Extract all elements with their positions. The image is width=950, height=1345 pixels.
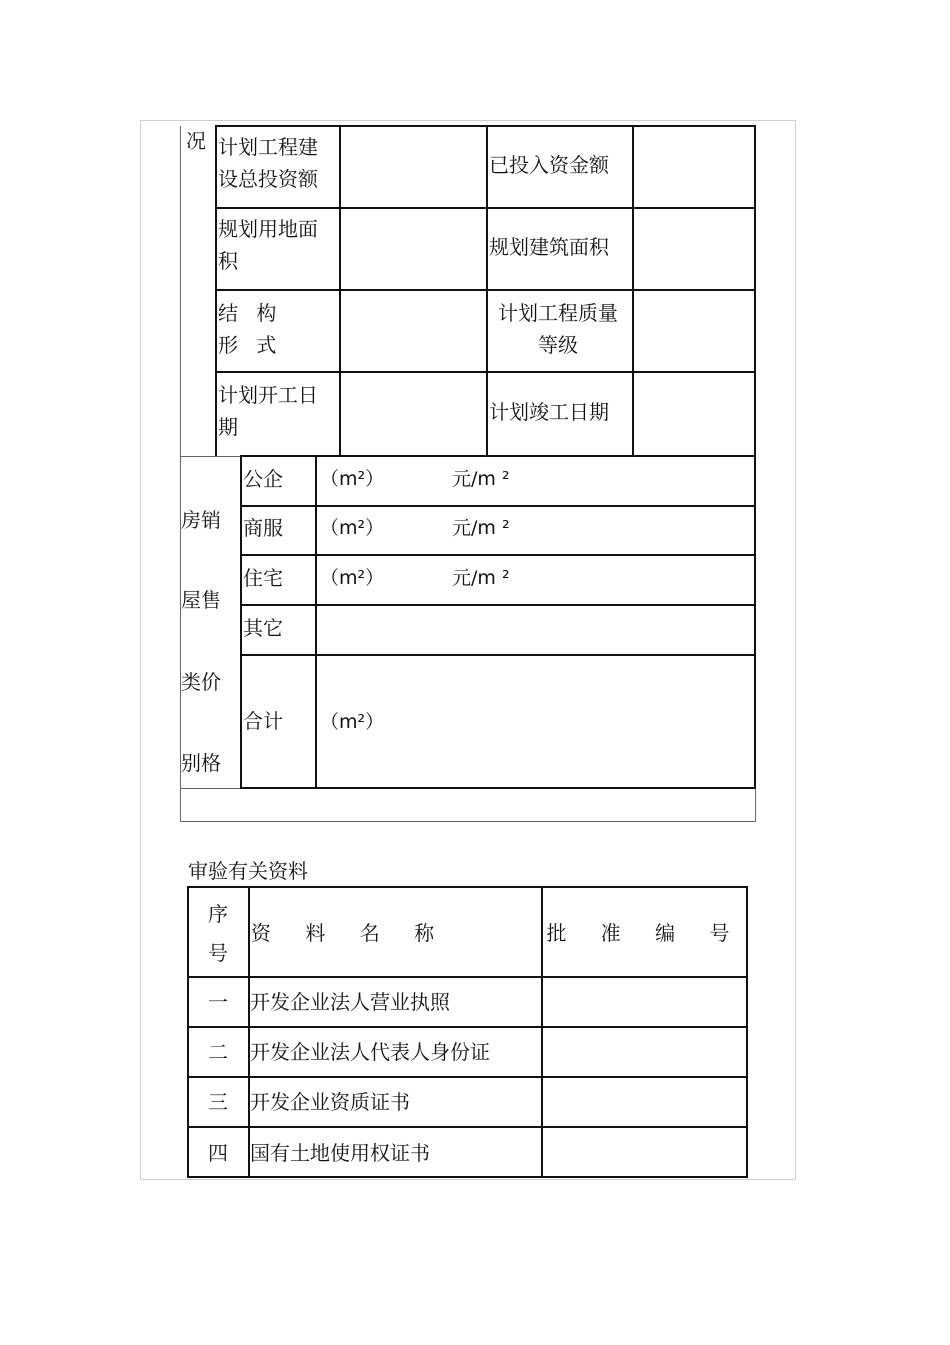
row-index: 一 [208, 990, 228, 1014]
document-name: 国有土地使用权证书 [250, 1141, 430, 1165]
row-index: 二 [208, 1040, 228, 1064]
review-documents-title: 审验有关资料 [188, 859, 308, 883]
section-side-label: 况 [186, 129, 206, 153]
price-unit: 元/m ² [452, 468, 510, 490]
row-label-residential: 住宅 [243, 566, 283, 590]
document-name: 开发企业法人营业执照 [250, 990, 450, 1014]
page-frame [140, 120, 796, 1180]
price-unit: 元/m ² [452, 517, 510, 539]
document-name: 开发企业资质证书 [250, 1090, 410, 1114]
header-index-char-1: 序 [208, 902, 228, 926]
header-document-name: 资 料 名 称 [251, 921, 449, 945]
planned-total-investment-label: 计划工程建设总投资额 [218, 135, 318, 191]
header-index-char-2: 号 [208, 941, 228, 965]
area-unit: （m²） [320, 567, 385, 589]
planned-completion-date-label: 计划竣工日期 [489, 400, 609, 424]
row-label-other: 其它 [243, 616, 283, 640]
area-unit: （m²） [320, 468, 385, 490]
category-side-label-1: 房销 [181, 508, 221, 532]
area-unit: （m²） [320, 517, 385, 539]
row-index: 三 [208, 1090, 228, 1114]
planned-building-area-label: 规划建筑面积 [489, 235, 609, 259]
row-label-total: 合计 [243, 709, 283, 733]
planned-start-date-label: 计划开工日期 [218, 383, 318, 439]
invested-funds-label: 已投入资金额 [489, 153, 609, 177]
category-side-label-4: 别格 [181, 751, 221, 775]
planned-land-area-label: 规划用地面积 [218, 217, 318, 273]
structure-type-label: 结 构 形 式 [218, 301, 283, 357]
row-label-public-enterprise: 公企 [243, 467, 283, 491]
header-approval-number: 批 准 编 号 [546, 921, 744, 945]
row-index: 四 [208, 1141, 228, 1165]
price-unit: 元/m ² [452, 567, 510, 589]
area-unit: （m²） [320, 711, 385, 733]
row-label-commercial: 商服 [243, 516, 283, 540]
category-side-label-2: 屋售 [181, 588, 221, 612]
category-side-label-3: 类价 [181, 670, 221, 694]
document-name: 开发企业法人代表人身份证 [250, 1040, 490, 1064]
planned-quality-grade-label: 计划工程质量等级 [498, 301, 618, 357]
